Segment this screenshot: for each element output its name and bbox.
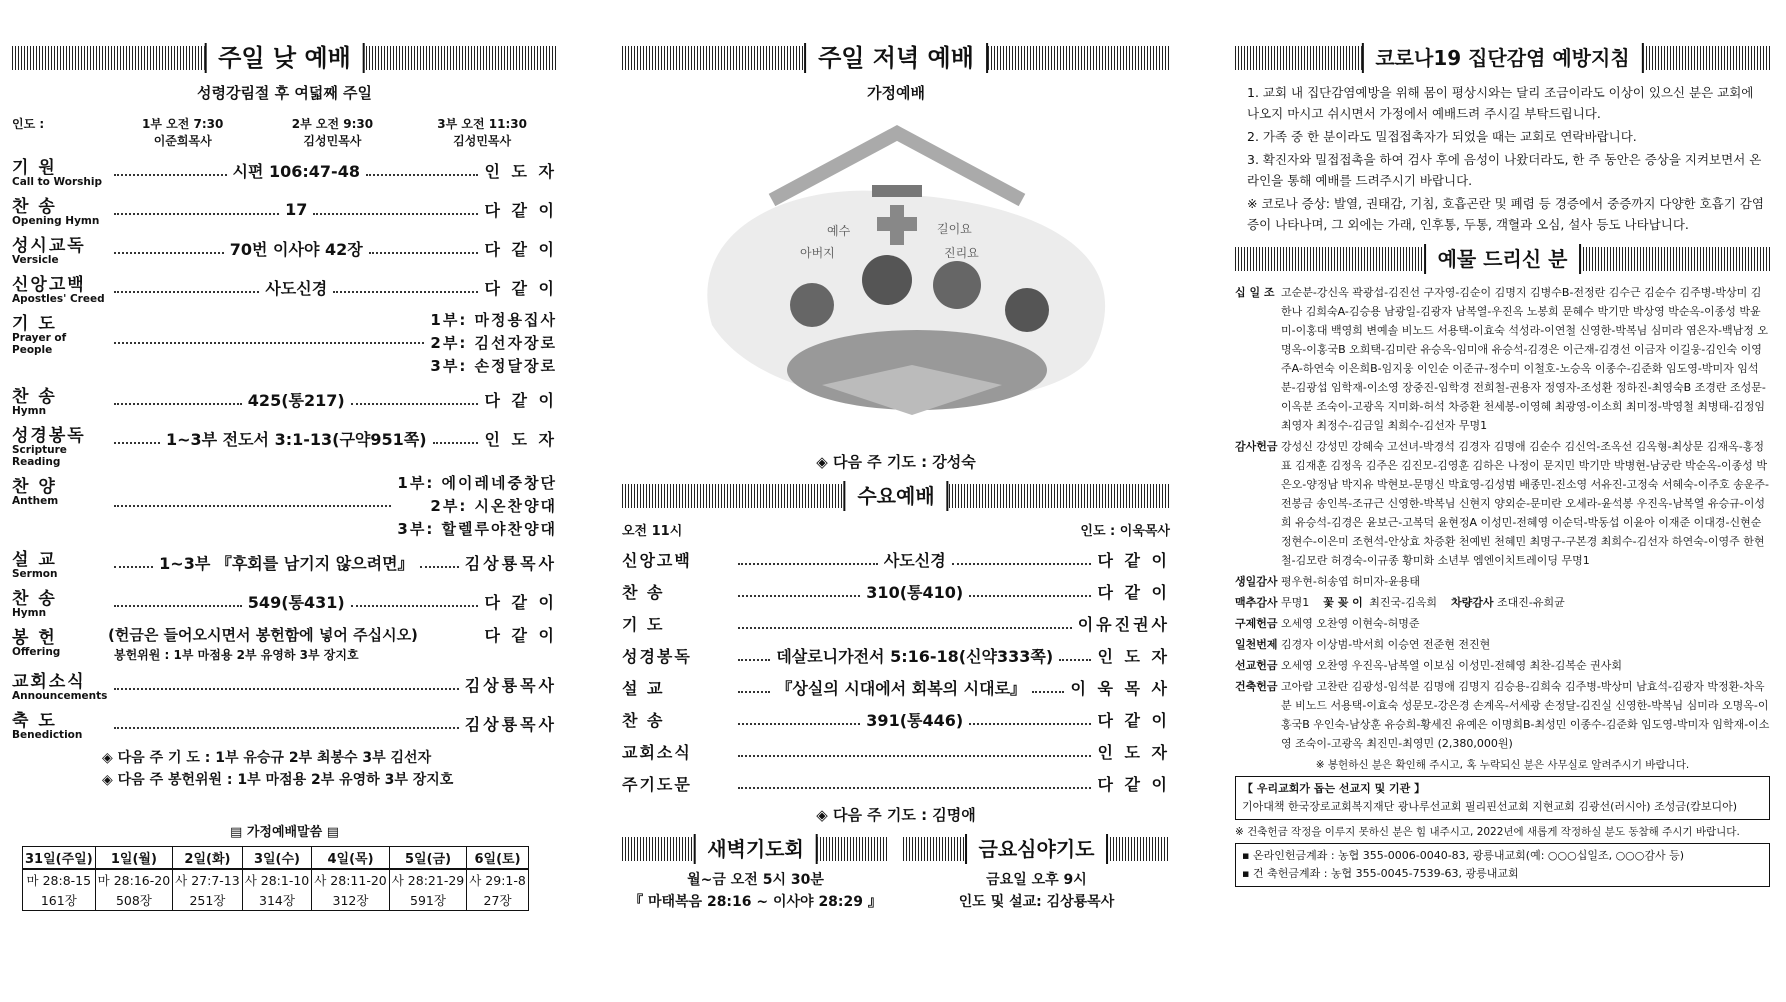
section-header: 주일 낮 예배 xyxy=(12,40,557,74)
wed-k: 찬 송 xyxy=(622,711,665,730)
family-day: 31일(주일) xyxy=(23,847,96,870)
order-row xyxy=(12,270,557,305)
section-header: 주일 저녁 예배 xyxy=(622,40,1170,74)
order-en: Announcements xyxy=(12,690,108,702)
order-body xyxy=(108,545,557,574)
wed-order-row xyxy=(622,612,1170,635)
dots xyxy=(738,682,770,693)
offering-row xyxy=(1235,572,1770,591)
order-en: Opening Hymn xyxy=(12,215,100,227)
offering-kind: 일천번제 xyxy=(1235,638,1278,651)
order-center: 70번 이사야 42장 xyxy=(229,240,363,259)
family-ref: 사 27:7-13 xyxy=(173,869,243,890)
dots xyxy=(969,586,1091,597)
offering-row xyxy=(1235,677,1770,753)
wed-r: 다 같 이 xyxy=(1097,551,1170,570)
wed-k: 신앙고백 xyxy=(622,551,692,570)
order-right: 다 같 이 xyxy=(484,201,557,220)
family-hymn: 27장 xyxy=(467,890,529,911)
family-ref: 사 28:11-20 xyxy=(312,869,390,890)
order-en: Hymn xyxy=(12,607,47,619)
family-hymn: 508장 xyxy=(95,890,173,911)
wed-k: 성경봉독 xyxy=(622,647,692,666)
order-ko: 찬 송 xyxy=(12,387,57,407)
family-ref: 사 29:1-8 xyxy=(467,869,529,890)
family-ref: 마 28:8-15 xyxy=(23,869,96,890)
order-right: 김상룡목사 xyxy=(464,676,557,695)
rule-item: ※ 코로나 증상: 발열, 권태감, 기침, 호흡곤란 및 폐렴 등 경증에서 중증까지 다양한 호흡기 감염증이 나타나며, 그 외에는 가래, 인후통, 두통, 객혈과 오심, 설사 등도 나타납니다. xyxy=(1247,196,1764,232)
next-prayer-note: ◈ 다음 주 기 도 : 1부 유승규 2부 최봉수 3부 김선자 xyxy=(102,750,432,766)
dots xyxy=(738,778,1091,789)
dots xyxy=(366,165,479,176)
order-en: Versicle xyxy=(12,254,59,266)
order-title xyxy=(12,421,108,468)
order-row xyxy=(12,584,557,619)
offering-names: 조대진-유희균 xyxy=(1497,596,1565,609)
order-ko: 성시교독 xyxy=(12,236,86,256)
family-day: 5일(금) xyxy=(389,847,467,870)
subtitle: 성령강림절 후 여덟째 주일 xyxy=(196,84,373,102)
wed-order-row xyxy=(622,708,1170,731)
offering-row xyxy=(1235,437,1770,570)
wed-c: 310(통410) xyxy=(866,583,964,602)
order-body xyxy=(108,153,557,182)
family-ref: 사 28:21-29 xyxy=(389,869,467,890)
order-center: 549(통431) xyxy=(247,593,345,612)
dots xyxy=(1032,682,1064,693)
family-worship-table xyxy=(22,846,529,911)
offering-row xyxy=(1235,283,1770,435)
family-hymn: 251장 xyxy=(173,890,243,911)
svg-text:진리요: 진리요 xyxy=(944,246,979,260)
offering-names: 평우현-허송엽 허미자-윤용태 xyxy=(1281,575,1420,588)
order-right: 다 같 이 xyxy=(484,391,557,410)
order-ko: 교회소식 xyxy=(12,672,86,692)
section-header: 수요예배 xyxy=(622,478,1170,512)
section-header: 코로나19 집단감염 예방지침 xyxy=(1235,40,1770,74)
wed-r: 인 도 자 xyxy=(1097,743,1170,762)
wed-r: 이유진권사 xyxy=(1077,615,1170,634)
person-icon xyxy=(1005,288,1049,332)
person-icon xyxy=(790,283,834,327)
order-ko: 기 원 xyxy=(12,158,57,178)
lamp-icon xyxy=(872,185,922,197)
person-icon xyxy=(862,255,912,305)
order-right: 인 도 자 xyxy=(484,162,557,181)
order-title xyxy=(12,706,108,741)
dots xyxy=(1059,650,1091,661)
offering-kind: 십 일 조 xyxy=(1235,286,1275,299)
order-ko: 성경봉독 xyxy=(12,426,86,446)
next-prayer-note: ◈ 다음 주 기도 : 강성숙 xyxy=(816,453,976,471)
order-title xyxy=(12,231,108,266)
offering-row: 봉 헌 Offering (헌금은 들어오시면서 봉헌함에 넣어 주십시오) 다 같 이 봉헌위원 : 1부 마점용 2부 유영하 3부 장지호 xyxy=(12,626,557,662)
offering-kind: 맥추감사 xyxy=(1235,596,1278,609)
family-ref: 마 28:16-20 xyxy=(95,869,173,890)
dots xyxy=(351,394,479,405)
dots xyxy=(114,718,459,729)
dots xyxy=(369,243,479,254)
offering-names: 김경자 이상범-박서희 이승연 전준현 전진현 xyxy=(1281,638,1491,651)
offering-row xyxy=(1235,656,1770,675)
order-body xyxy=(108,192,557,221)
offering-names: 강성신 강성민 강혜숙 고선녀-박경석 김경자 김명애 김순수 김신억-조옥선 김옥형-최상문 김재옥-홍정표 김재훈 김정옥 김주은 김진모-김영훈 김하은 나정이 문지민 박기만 박병현-남궁란 박순옥-이종성 박은오-양정남 박지유 박현보-문명신 박효영-김성범 배종민-진소영 서유진-고정숙 서혜숙-이주호 송운주-전봉금 송인복-조규근 신영한-박복님 신현지 양외순-문미란 오세라-윤석봉 우진옥-남복열 유승규-이성희 유승석-김경은 윤보근-고복덕 윤현정A 이성민-전혜영 이순덕-박동섭 이윤아 이재준 이대경-신현순 정현수-이은미 조현석-안상효 차증환 천예빈 천혜민 최명구-구본경 최희수-김선자 하연숙-이영주 한현철-김모란 허경숙-이규종 황미화 소년부 엠엔이치트레이딩 무명1 xyxy=(1281,440,1769,567)
order-ko: 설 교 xyxy=(12,550,57,570)
dots xyxy=(738,714,860,725)
order-row xyxy=(12,545,557,580)
order-ko: 축 도 xyxy=(12,711,57,731)
order-title xyxy=(12,192,108,227)
dots xyxy=(969,714,1091,725)
rule-item: 3. 확진자와 밀접접촉을 하여 검사 후에 음성이 나왔더라도, 한 주 동안은 증상을 지켜보면서 온라인을 통해 예배를 드려주시기 바랍니다. xyxy=(1247,152,1762,188)
wed-order-row xyxy=(622,580,1170,603)
next-offering-note: ◈ 다음 주 봉헌위원 : 1부 마점용 2부 유영하 3부 장지호 xyxy=(102,772,454,788)
dots xyxy=(114,596,242,607)
wed-k: 교회소식 xyxy=(622,743,692,762)
order-center: 사도신경 xyxy=(265,279,328,298)
family-hymn: 312장 xyxy=(312,890,390,911)
family-hymn: 314장 xyxy=(242,890,312,911)
offering-names: 오세영 오찬영 우진옥-남복열 이보심 이성민-전혜영 최찬-김복순 권사회 xyxy=(1281,659,1623,672)
order-center: 시편 106:47-48 xyxy=(232,162,360,181)
order-body xyxy=(108,584,557,613)
order-body xyxy=(108,421,557,450)
mission-box: 【 우리교회가 돕는 선교지 및 기관 】 기아대책 한국장로교회복지재단 광나루선교회 필리핀선교회 지현교회 김광선(러시아) 조성금(캄보디아) xyxy=(1235,776,1770,820)
wed-k: 찬 송 xyxy=(622,583,665,602)
order-right: 인 도 자 xyxy=(484,430,557,449)
wed-order-row xyxy=(622,644,1170,667)
person-icon xyxy=(933,261,981,309)
dots xyxy=(738,746,1091,757)
wed-c: 391(통446) xyxy=(866,711,964,730)
offering-names: 오세영 오찬영 이현숙-허명준 xyxy=(1281,617,1420,630)
order-right: 다 같 이 xyxy=(484,240,557,259)
order-en: Apostles' Creed xyxy=(12,293,105,305)
section-header: 예물 드리신 분 xyxy=(1235,241,1770,275)
order-center: 17 xyxy=(285,200,308,219)
order-title xyxy=(12,270,108,305)
svg-text:예수: 예수 xyxy=(827,224,851,238)
order-title xyxy=(12,382,108,417)
svg-text:아버지: 아버지 xyxy=(800,246,835,260)
offerings-list xyxy=(1235,283,1770,753)
dots xyxy=(114,679,459,690)
wed-r: 인 도 자 xyxy=(1097,647,1170,666)
svg-text:길이요: 길이요 xyxy=(937,222,972,236)
offering-kind: 건축헌금 xyxy=(1235,680,1278,693)
order-en: Call to Worship xyxy=(12,176,102,188)
offering-row xyxy=(1235,614,1770,633)
family-hymn: 161장 xyxy=(23,890,96,911)
order-row xyxy=(12,421,557,468)
order-row xyxy=(12,192,557,227)
offering-kind: 감사헌금 xyxy=(1235,440,1278,453)
wed-c: 사도신경 xyxy=(883,551,946,570)
dots xyxy=(738,650,770,661)
dots xyxy=(738,618,1072,629)
offering-names: 무명1 xyxy=(1281,596,1310,609)
offering-kind: 선교헌금 xyxy=(1235,659,1278,672)
wed-r: 다 같 이 xyxy=(1097,711,1170,730)
extra-offerings xyxy=(1235,593,1770,612)
order-en: Sermon xyxy=(12,568,58,580)
family-worship-title: ▤ 가정예배말씀 ▤ xyxy=(230,825,339,840)
family-ref: 사 28:1-10 xyxy=(242,869,312,890)
order-right: 김상룡목사 xyxy=(464,554,557,573)
dots xyxy=(333,282,478,293)
order-row xyxy=(12,231,557,266)
order-body xyxy=(108,706,557,735)
dots xyxy=(952,554,1092,565)
order-right: 다 같 이 xyxy=(484,279,557,298)
offering-names: 고아람 고찬란 김광성-임석분 김명애 김명지 김승용-김희숙 김주병-박상미 남효석-김광자 박정환-차옥분 비노드 서용택-이효숙 성문모-강은경 손계옥-서세광 손정달-김진실 신영한-박복님 심미라 오명옥-이홍국B 우인숙-남상훈 유승희-황세진 유예은 이명희B-최성민 이종수-김준화 임도영-박미자 임학재-이소영 조숙이-고광옥 최진민-최영민 (2,380,000원) xyxy=(1281,680,1770,750)
family-day: 2일(화) xyxy=(173,847,243,870)
dots xyxy=(313,204,478,215)
prayer-row: 기 도 Prayer of People 1부: 마정용집사 2부: 김선자장로 3부: 손정달장로 xyxy=(12,311,557,375)
order-center: 1~3부 『후회를 남기지 않으려면』 xyxy=(159,554,414,573)
wed-k: 기 도 xyxy=(622,615,665,634)
offering-kind: 차량감사 xyxy=(1451,596,1494,609)
sunday-morning-section xyxy=(12,40,557,911)
dots xyxy=(420,557,459,568)
wed-r: 다 같 이 xyxy=(1097,775,1170,794)
wed-order-row xyxy=(622,772,1170,795)
order-body xyxy=(108,270,557,299)
family-day: 1일(월) xyxy=(95,847,173,870)
dots xyxy=(114,282,259,293)
dots xyxy=(738,554,878,565)
wed-k: 설 교 xyxy=(622,679,665,698)
anthem-row: 찬 양 Anthem 1부: 에이레네중창단 2부: 시온찬양대 3부: 할렐루야찬양대 xyxy=(12,474,557,538)
family-worship-illustration xyxy=(622,115,1170,445)
dots xyxy=(114,433,160,444)
order-center: 425(통217) xyxy=(247,391,345,410)
dots xyxy=(114,165,227,176)
order-ko: 신앙고백 xyxy=(12,275,86,295)
order-en: Hymn xyxy=(12,405,47,417)
wed-order-row xyxy=(622,676,1170,699)
order-en: Scripture Reading xyxy=(12,444,67,468)
family-day: 6일(토) xyxy=(467,847,529,870)
offering-row xyxy=(1235,635,1770,654)
next-prayer-note: ◈ 다음 주 기도 : 김명애 xyxy=(816,806,976,824)
order-ko: 찬 송 xyxy=(12,197,57,217)
order-right: 다 같 이 xyxy=(484,593,557,612)
offering-kind: 꽃 꽂 이 xyxy=(1323,596,1363,609)
order-body xyxy=(108,667,557,696)
sunday-evening-section: 주일 저녁 예배 가정예배 예수 아버지 길이요 진리요 ◈ 다음 주 기도 : 강성숙 수요예배 오전 11시 인도 : 이욱목사 신앙고백 사도신경 다 같 이 찬 송 310(통410) 다 같 이 기 도 이유진권사 성경봉독 데살로니가전서 5:16-18(신약333쪽) 인 도 자 설 교 『상실의 시대에서 회복의 시대로』 이 욱 목 사 찬 송 391(통446) 다 같 이 교회소식 인 도 자 주기도문 다 같 이 ◈ 다음 주 기도 : 김명애 새벽기도회 월~금 오전 5시 30분 『 마태복음 28:16 ~ 이사야 28:29 』 금요심야기도 금요일 오후 9시 인도 및 설교: 김상룡목사 xyxy=(622,40,1170,913)
order-title xyxy=(12,545,108,580)
notices-section: 코로나19 집단감염 예방지침 1. 교회 내 집단감염예방을 위해 몸이 평상시와는 달리 조금이라도 이상이 있으신 분은 교회에 나오지 마시고 쉬시면서 가정에서 예배드려 주시길 부탁드립니다. 2. 가족 중 한 분이라도 밀접접촉자가 되었을 때는 교회로 연락바랍니다. 3. 확진자와 밀접접촉을 하여 검사 후에 음성이 나왔더라도, 한 주 동안은 증상을 지켜보면서 온라인을 통해 예배를 드려주시기 바랍니다. ※ 코로나 증상: 발열, 권태감, 기침, 호흡곤란 및 폐렴 등 경증에서 중증까지 다양한 호흡기 감염증이 나타나며, 그 외에는 가래, 인후통, 두통, 객혈과 오심, 설사 등도 나타납니다. 예물 드리신 분 십 일 조 고순분-강신옥 곽광섭-김진선 구자영-김순이 김명지 김병수B-전정란 김수근 김순수 김주병-박상미 김한나 김희숙A-김승용 남광일-김광자 남복열-우진옥 노봉희 문혜수 박기만 박상영 박순옥-이종성 박윤미-이홍대 백영희 변예솔 비노드 서용택-이효숙 석성라-이연철 신영한-박복님 심미라 염은자-백남정 오명옥-이홍국B 오희택-김미란 유승옥-임미애 유승석-김경은 이근재-김경선 이금자 이길웅-김인숙 이영주A-하연숙 이은희B-임지웅 이인순 이준규-정수미 이철호-노승옥 이종수-김준화 임도영-박미자 임석분-김광섭 임학재-이소영 장중진-임학경 전희철-권용자 정영자-조성환 정하진-최영숙B 조경란 조성문-이옥분 조숙이-고광옥 지미화-허석 차증환 천세봉-이영혜 최광영-이소희 최미정-박영철 최병태-김정임 최영자 최정수-김금일 최희수-김선자 무명1 감사헌금 강성신 강성민 강혜숙 고선녀-박경석 김경자 김명애 김순수 김신억-조옥선 김옥형-최상문 김재옥-홍정표 김재훈 김정옥 김주은 김진모-김영훈 김하은 나정이 문지민 박기만 박병현-남궁란 박순옥-이종성 박은오-양정남 박지유 박현보-문명신 박효영-김성범 배종민-진소영 서유진-고정숙 서혜숙-이주호 송운주-전봉금 송인복-조규근 신영한-박복님 신현지 양외순-문미란 오세라-윤석봉 우진옥-남복열 유승규-이성희 유승석-김경은 윤보근-고복덕 윤현정A 이성민-전혜영 이순덕-박동섭 이윤아 이재준 이대경-신현순 정현수-이은미 조현석-안상효 차증환 천예빈 천혜민 최명구-구본경 최희수-김선자 하연숙-이영주 한현철-김모란 허경숙-이규종 황미화 소년부 엠엔이치트레이딩 무명1 생일감사 평우현-허송엽 허미자-윤용태 맥추감사 무명1 꽃 꽂 이 최진국-김옥희 차량감사 조대진-유희균 구제헌금 오세영 오찬영 이현숙-허명준 일천번제 김경자 이상범-박서희 이승연 전준현 전진현 선교헌금 오세영 오찬영 우진옥-남복열 이보심 이성민-전혜영 최찬-김복순 권사회 건축헌금 고아람 고찬란 김광성-임석분 김명애 김명지 김승용-김희숙 김주병-박상미 남효석-김광자 박정환-차옥분 비노드 서용택-이효숙 성문모-강은경 손계옥-서세광 손정달-김진실 신영한-박복님 심미라 오명옥-이홍국B 우인숙-남상훈 유승희-황세진 유예은 이명희B-최성민 이종수-김준화 임도영-박미자 임학재-이소영 조숙이-고광옥 최진민-최영민 (2,380,000원) ※ 봉헌하신 분은 확인해 주시고, 혹 누락되신 분은 사무실로 알려주시기 바랍니다. 【 우리교회가 돕는 선교지 및 기관 】 기아대책 한국장로교회복지재단 광나루선교회 필리핀선교회 지현교회 김광선(러시아) 조성금(캄보디아) ※ 건축헌금 작정을 이루지 못하신 분은 힘 내주시고, 2022년에 새롭게 작정하실 분도 동참해 주시기 바랍니다. ▪ 온라인헌금계좌 : 농협 355-0006-0040-83, 광릉내교회(예: ○○○십일조, ○○○감사 등) ▪ 건 축헌금계좌 : 농협 355-0045-7539-63, 광릉내교회 xyxy=(1235,40,1770,887)
order-title xyxy=(12,584,108,619)
family-day: 4일(목) xyxy=(312,847,390,870)
covid-rules-list xyxy=(1235,82,1770,235)
order-row xyxy=(12,706,557,741)
order-center: 1~3부 전도서 3:1-13(구약951쪽) xyxy=(165,430,427,449)
leaders-row: 인도 : 1부 오전 7:30 이준희목사 2부 오전 9:30 김성민목사 3부 오전 11:30 김성민목사 xyxy=(12,117,527,148)
rule-item: 1. 교회 내 집단감염예방을 위해 몸이 평상시와는 달리 조금이라도 이상이 있으신 분은 교회에 나오지 마시고 쉬시면서 가정에서 예배드려 주시길 부탁드립니다. xyxy=(1247,85,1754,121)
wed-k: 주기도문 xyxy=(622,775,692,794)
subtitle: 가정예배 xyxy=(867,84,925,102)
dots xyxy=(114,394,242,405)
order-title xyxy=(12,667,108,702)
dots xyxy=(738,586,860,597)
dots xyxy=(114,243,224,254)
rule-item: 2. 가족 중 한 분이라도 밀접접촉자가 되었을 때는 교회로 연락바랍니다. xyxy=(1247,129,1637,144)
offering-kind: 생일감사 xyxy=(1235,575,1278,588)
order-body xyxy=(108,231,557,260)
dots xyxy=(433,433,479,444)
order-ko: 찬 송 xyxy=(12,589,57,609)
wed-order-row xyxy=(622,740,1170,763)
order-body xyxy=(108,382,557,411)
offering-kind: 구제헌금 xyxy=(1235,617,1278,630)
family-day: 3일(수) xyxy=(242,847,312,870)
order-en: Benediction xyxy=(12,729,83,741)
wed-c: 데살로니가전서 5:16-18(신약333쪽) xyxy=(776,647,1054,666)
offering-names: 고순분-강신옥 곽광섭-김진선 구자영-김순이 김명지 김병수B-전정란 김수근 김순수 김주병-박상미 김한나 김희숙A-김승용 남광일-김광자 남복열-우진옥 노봉희 문혜수 박기만 박상영 박순옥-이종성 박윤미-이홍대 백영희 변예솔 비노드 서용택-이효숙 석성라-이연철 신영한-박복님 심미라 염은자-백남정 오명옥-이홍국B 오희택-김미란 유승옥-임미애 유승석-김경은 이근재-김경선 이금자 이길웅-김인숙 이영주A-하연숙 이은희B-임지웅 이인순 이준규-정수미 이철호-노승옥 이종수-김준화 임도영-박미자 임석분-김광섭 임학재-이소영 장중진-임학경 전희철-권용자 정영자-조성환 정하진-최영숙B 조경란 조성문-이옥분 조숙이-고광옥 지미화-허석 차증환 천세봉-이영혜 최광영-이소희 최미정-박영철 최병태-김정임 최영자 최정수-김금일 최희수-김선자 무명1 xyxy=(1281,286,1768,432)
family-hymn: 591장 xyxy=(389,890,467,911)
order-title xyxy=(12,153,108,188)
offering-names: 최진국-김옥희 xyxy=(1369,596,1437,609)
wed-r: 이 욱 목 사 xyxy=(1070,679,1170,698)
wed-r: 다 같 이 xyxy=(1097,583,1170,602)
wed-order-row xyxy=(622,548,1170,571)
order-row xyxy=(12,382,557,417)
dots xyxy=(351,596,479,607)
dots xyxy=(114,204,279,215)
order-right: 김상룡목사 xyxy=(464,715,557,734)
wed-c: 『상실의 시대에서 회복의 시대로』 xyxy=(776,679,1027,698)
order-row xyxy=(12,153,557,188)
order-row xyxy=(12,667,557,702)
account-box: ▪ 온라인헌금계좌 : 농협 355-0006-0040-83, 광릉내교회(예: ○○○십일조, ○○○감사 등) ▪ 건 축헌금계좌 : 농협 355-0045-7539-63, 광릉내교회 xyxy=(1235,843,1770,887)
dots xyxy=(114,557,153,568)
